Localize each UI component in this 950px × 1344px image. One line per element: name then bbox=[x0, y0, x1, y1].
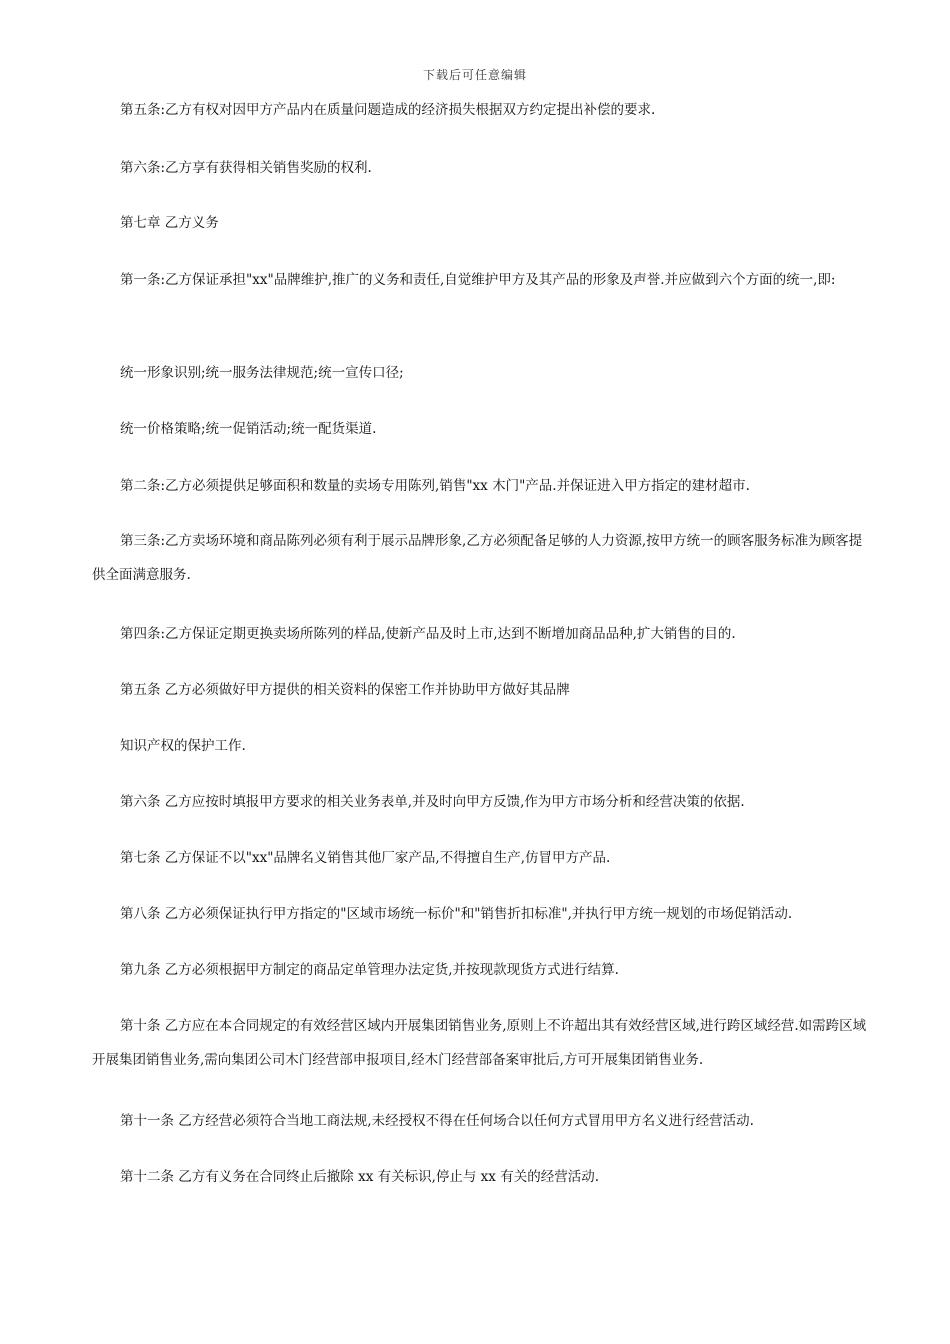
chapter-heading: 第七章 乙方义务 bbox=[120, 215, 219, 231]
paragraph: 第九条 乙方必须根据甲方制定的商品定单管理办法定货,并按现款现货方式进行结算. bbox=[120, 962, 619, 978]
paragraph: 第十二条 乙方有义务在合同终止后撤除 xx 有关标识,停止与 xx 有关的经营活动. bbox=[120, 1169, 599, 1185]
paragraph: 第三条:乙方卖场环境和商品陈列必须有利于展示品牌形象,乙方必须配备足够的人力资源,按甲方统一的顾客服务标准为顾客提供全面满意服务. bbox=[92, 533, 863, 583]
paragraph: 统一形象识别;统一服务法律规范;统一宣传口径; bbox=[120, 365, 404, 381]
paragraph: 统一价格策略;统一促销活动;统一配货渠道. bbox=[120, 421, 377, 437]
paragraph: 第七条 乙方保证不以"xx"品牌名义销售其他厂家产品,不得擅自生产,仿冒甲方产品. bbox=[120, 850, 611, 866]
paragraph: 第五条:乙方有权对因甲方产品内在质量问题造成的经济损失根据双方约定提出补偿的要求. bbox=[120, 102, 656, 118]
paragraph: 第一条:乙方保证承担"xx"品牌维护,推广的义务和责任,自觉维护甲方及其产品的形象及声誉.并应做到六个方面的统一,即: bbox=[120, 272, 836, 288]
header-note: 下载后可任意编辑 bbox=[422, 68, 527, 82]
paragraph: 第六条 乙方应按时填报甲方要求的相关业务表单,并及时向甲方反馈,作为甲方市场分析和经营决策的依据. bbox=[120, 794, 745, 810]
paragraph: 第八条 乙方必须保证执行甲方指定的"区域市场统一标价"和"销售折扣标准",并执行甲方统一规划的市场促销活动. bbox=[120, 906, 793, 922]
paragraph: 第十条 乙方应在本合同规定的有效经营区域内开展集团销售业务,原则上不许超出其有效经营区域,进行跨区域经营.如需跨区域开展集团销售业务,需向集团公司木门经营部申报项目,经木门经营部备案审批后,方可开展集团销售业务. bbox=[92, 1018, 867, 1068]
paragraph: 第二条:乙方必须提供足够面积和数量的卖场专用陈列,销售"xx 木门"产品.并保证进入甲方指定的建材超市. bbox=[120, 478, 750, 494]
paragraph: 第四条:乙方保证定期更换卖场所陈列的样品,使新产品及时上市,达到不断增加商品品种,扩大销售的目的. bbox=[120, 626, 736, 642]
paragraph: 第五条 乙方必须做好甲方提供的相关资料的保密工作并协助甲方做好其品牌 bbox=[120, 682, 570, 698]
paragraph: 知识产权的保护工作. bbox=[120, 738, 246, 754]
paragraph: 第六条:乙方享有获得相关销售奖励的权利. bbox=[120, 160, 372, 176]
paragraph: 第十一条 乙方经营必须符合当地工商法规,未经授权不得在任何场合以任何方式冒用甲方名义进行经营活动. bbox=[120, 1113, 754, 1129]
